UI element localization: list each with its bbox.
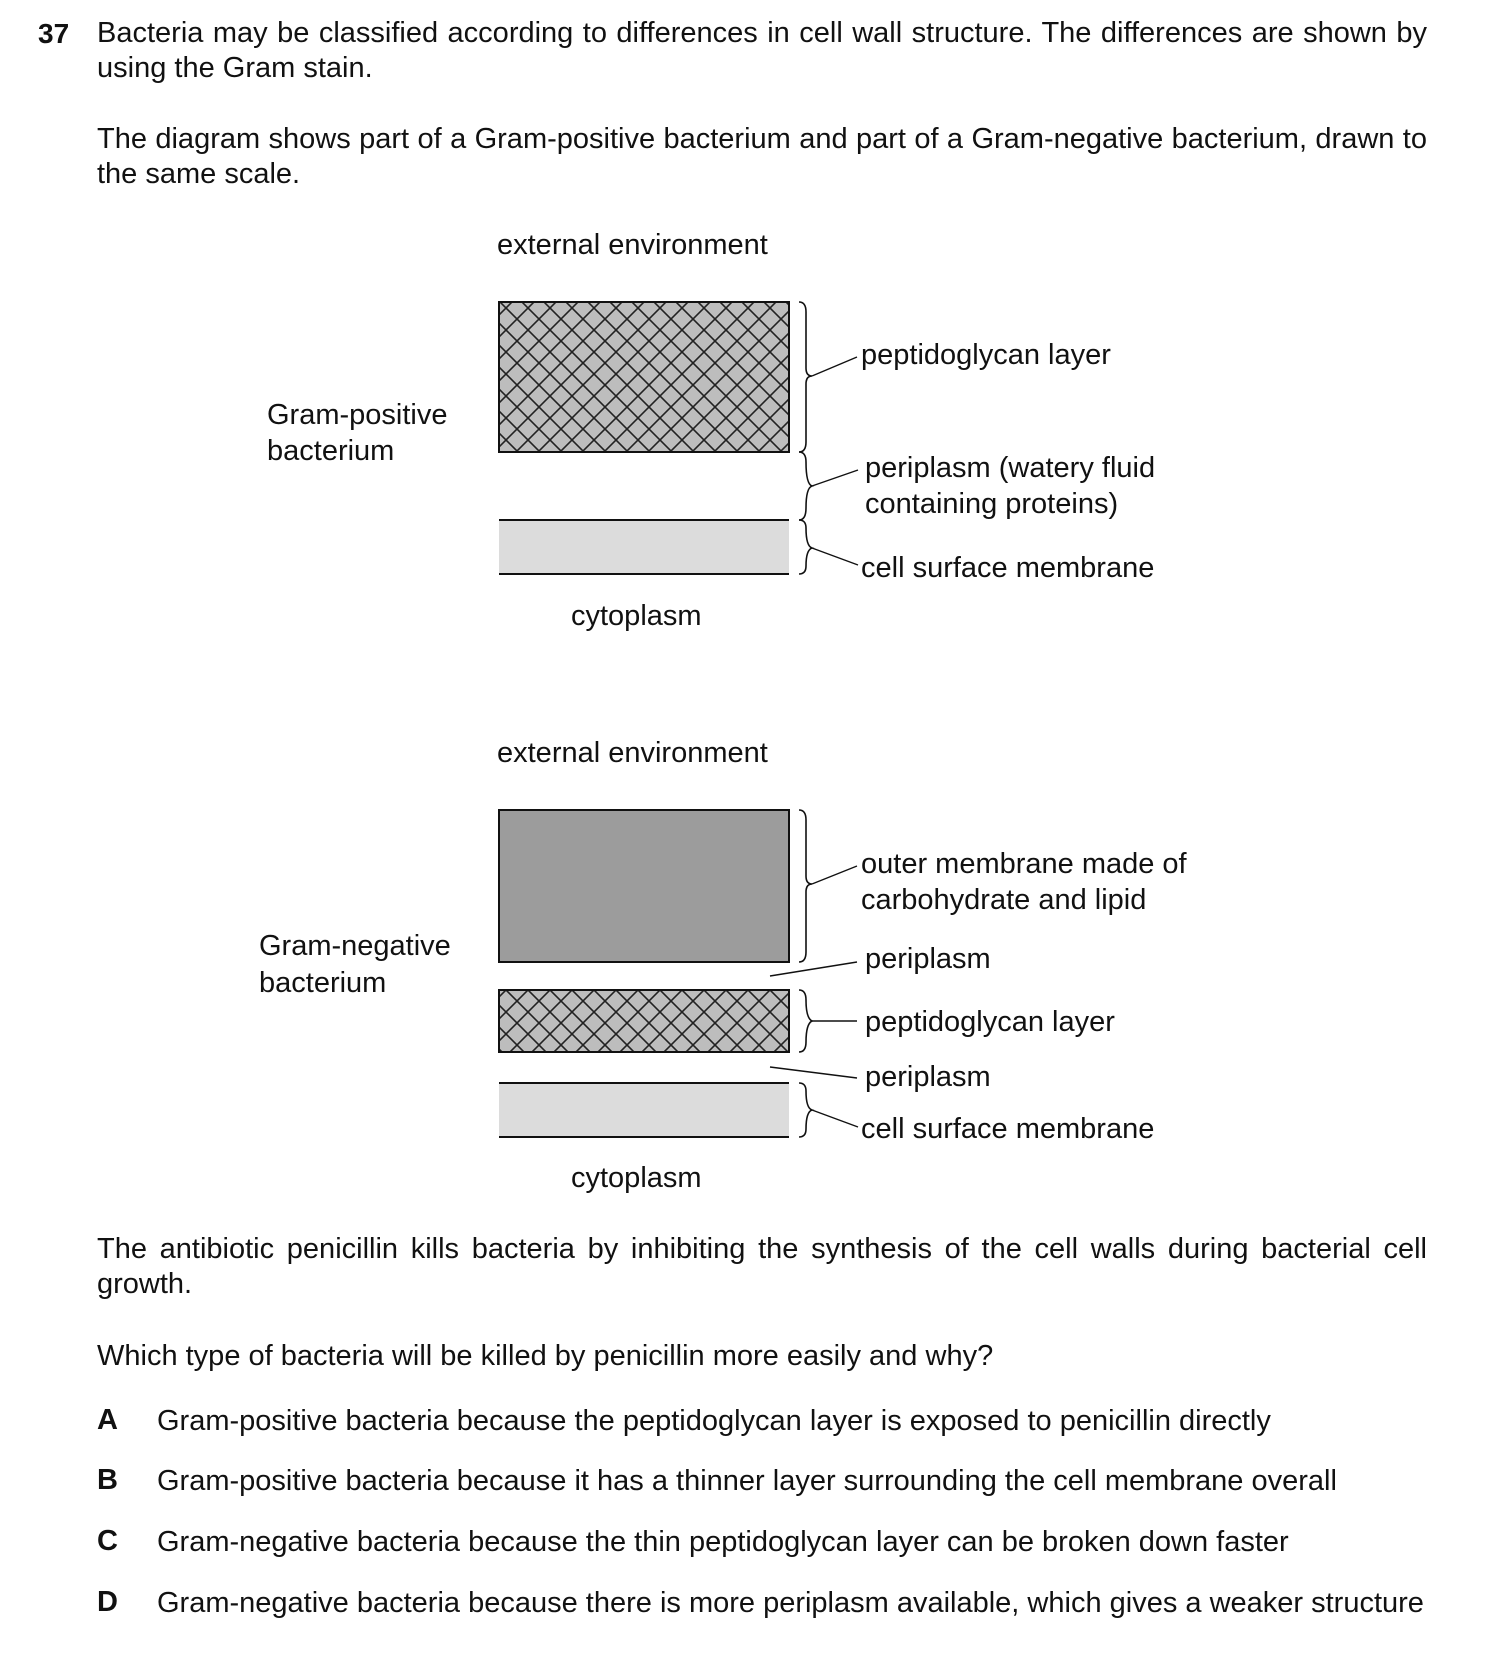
gp-membrane-label: cell surface membrane bbox=[861, 552, 1155, 584]
gn-cell-surface-membrane bbox=[499, 1083, 789, 1137]
gn-membrane-leader bbox=[812, 1110, 858, 1127]
gn-peptidoglycan-layer bbox=[499, 990, 789, 1052]
gp-membrane-brace bbox=[799, 520, 812, 574]
gp-periplasm-label-line2: containing proteins) bbox=[865, 488, 1119, 520]
gp-peptidoglycan-label: peptidoglycan layer bbox=[861, 339, 1111, 371]
option-b-letter[interactable]: B bbox=[97, 1464, 118, 1496]
gn-outer-membrane bbox=[499, 810, 789, 962]
option-b-text[interactable]: Gram-positive bacteria because it has a thinner layer surrounding the cell membrane overall bbox=[157, 1465, 1337, 1497]
gn-name-line2: bacterium bbox=[259, 967, 387, 999]
option-a-letter[interactable]: A bbox=[97, 1404, 118, 1436]
gn-periplasm-lower-label: periplasm bbox=[865, 1061, 991, 1093]
gn-name-line1: Gram-negative bbox=[259, 930, 451, 962]
gp-cell-surface-membrane bbox=[499, 520, 789, 574]
gp-external-environment-label: external environment bbox=[497, 229, 768, 261]
gn-periplasm-lower-leader bbox=[770, 1067, 857, 1078]
gn-outer-membrane-brace bbox=[799, 810, 812, 962]
gn-outer-membrane-label-line2: carbohydrate and lipid bbox=[861, 884, 1147, 916]
question-prompt: Which type of bacteria will be killed by penicillin more easily and why? bbox=[97, 1340, 994, 1372]
question-context: The antibiotic penicillin kills bacteria by inhibiting the synthesis of the cell walls during bacterial cell growth. bbox=[97, 1233, 1427, 1300]
gn-outer-membrane-label-line1: outer membrane made of bbox=[861, 848, 1187, 880]
question-intro: Bacteria may be classified according to differences in cell wall structure. The differences are shown by using the Gram stain. bbox=[97, 17, 1427, 84]
diagram-description: The diagram shows part of a Gram-positive bacterium and part of a Gram-negative bacterium, drawn to the same scale. bbox=[97, 123, 1427, 190]
gn-outer-membrane-leader bbox=[812, 866, 857, 884]
gn-peptidoglycan-label: peptidoglycan layer bbox=[865, 1006, 1115, 1038]
gn-external-environment-label: external environment bbox=[497, 737, 768, 769]
gn-membrane-brace bbox=[799, 1083, 812, 1137]
question-number: 37 bbox=[38, 18, 70, 49]
gn-membrane-label: cell surface membrane bbox=[861, 1113, 1155, 1145]
gp-periplasm-label-line1: periplasm (watery fluid bbox=[865, 452, 1156, 484]
option-d-text[interactable]: Gram-negative bacteria because there is more periplasm available, which gives a weaker structure bbox=[157, 1587, 1424, 1619]
gp-peptidoglycan-brace bbox=[799, 302, 812, 452]
gp-name-line1: Gram-positive bbox=[267, 399, 448, 431]
gp-membrane-leader bbox=[812, 548, 858, 565]
gp-periplasm-brace bbox=[799, 452, 812, 520]
gn-peptidoglycan-brace bbox=[799, 990, 812, 1052]
gp-periplasm-leader bbox=[812, 470, 858, 486]
gn-cytoplasm-label: cytoplasm bbox=[571, 1162, 702, 1194]
option-c-letter[interactable]: C bbox=[97, 1525, 118, 1557]
gp-name-line2: bacterium bbox=[267, 435, 395, 467]
gn-periplasm-upper-leader bbox=[770, 962, 857, 976]
gp-peptidoglycan-layer bbox=[499, 302, 789, 452]
gp-cytoplasm-label: cytoplasm bbox=[571, 600, 702, 632]
option-d-letter[interactable]: D bbox=[97, 1586, 118, 1618]
gp-peptidoglycan-leader bbox=[812, 357, 857, 376]
option-a-text[interactable]: Gram-positive bacteria because the peptidoglycan layer is exposed to penicillin directly bbox=[157, 1405, 1271, 1437]
option-c-text[interactable]: Gram-negative bacteria because the thin peptidoglycan layer can be broken down faster bbox=[157, 1526, 1289, 1558]
gn-periplasm-upper-label: periplasm bbox=[865, 943, 991, 975]
